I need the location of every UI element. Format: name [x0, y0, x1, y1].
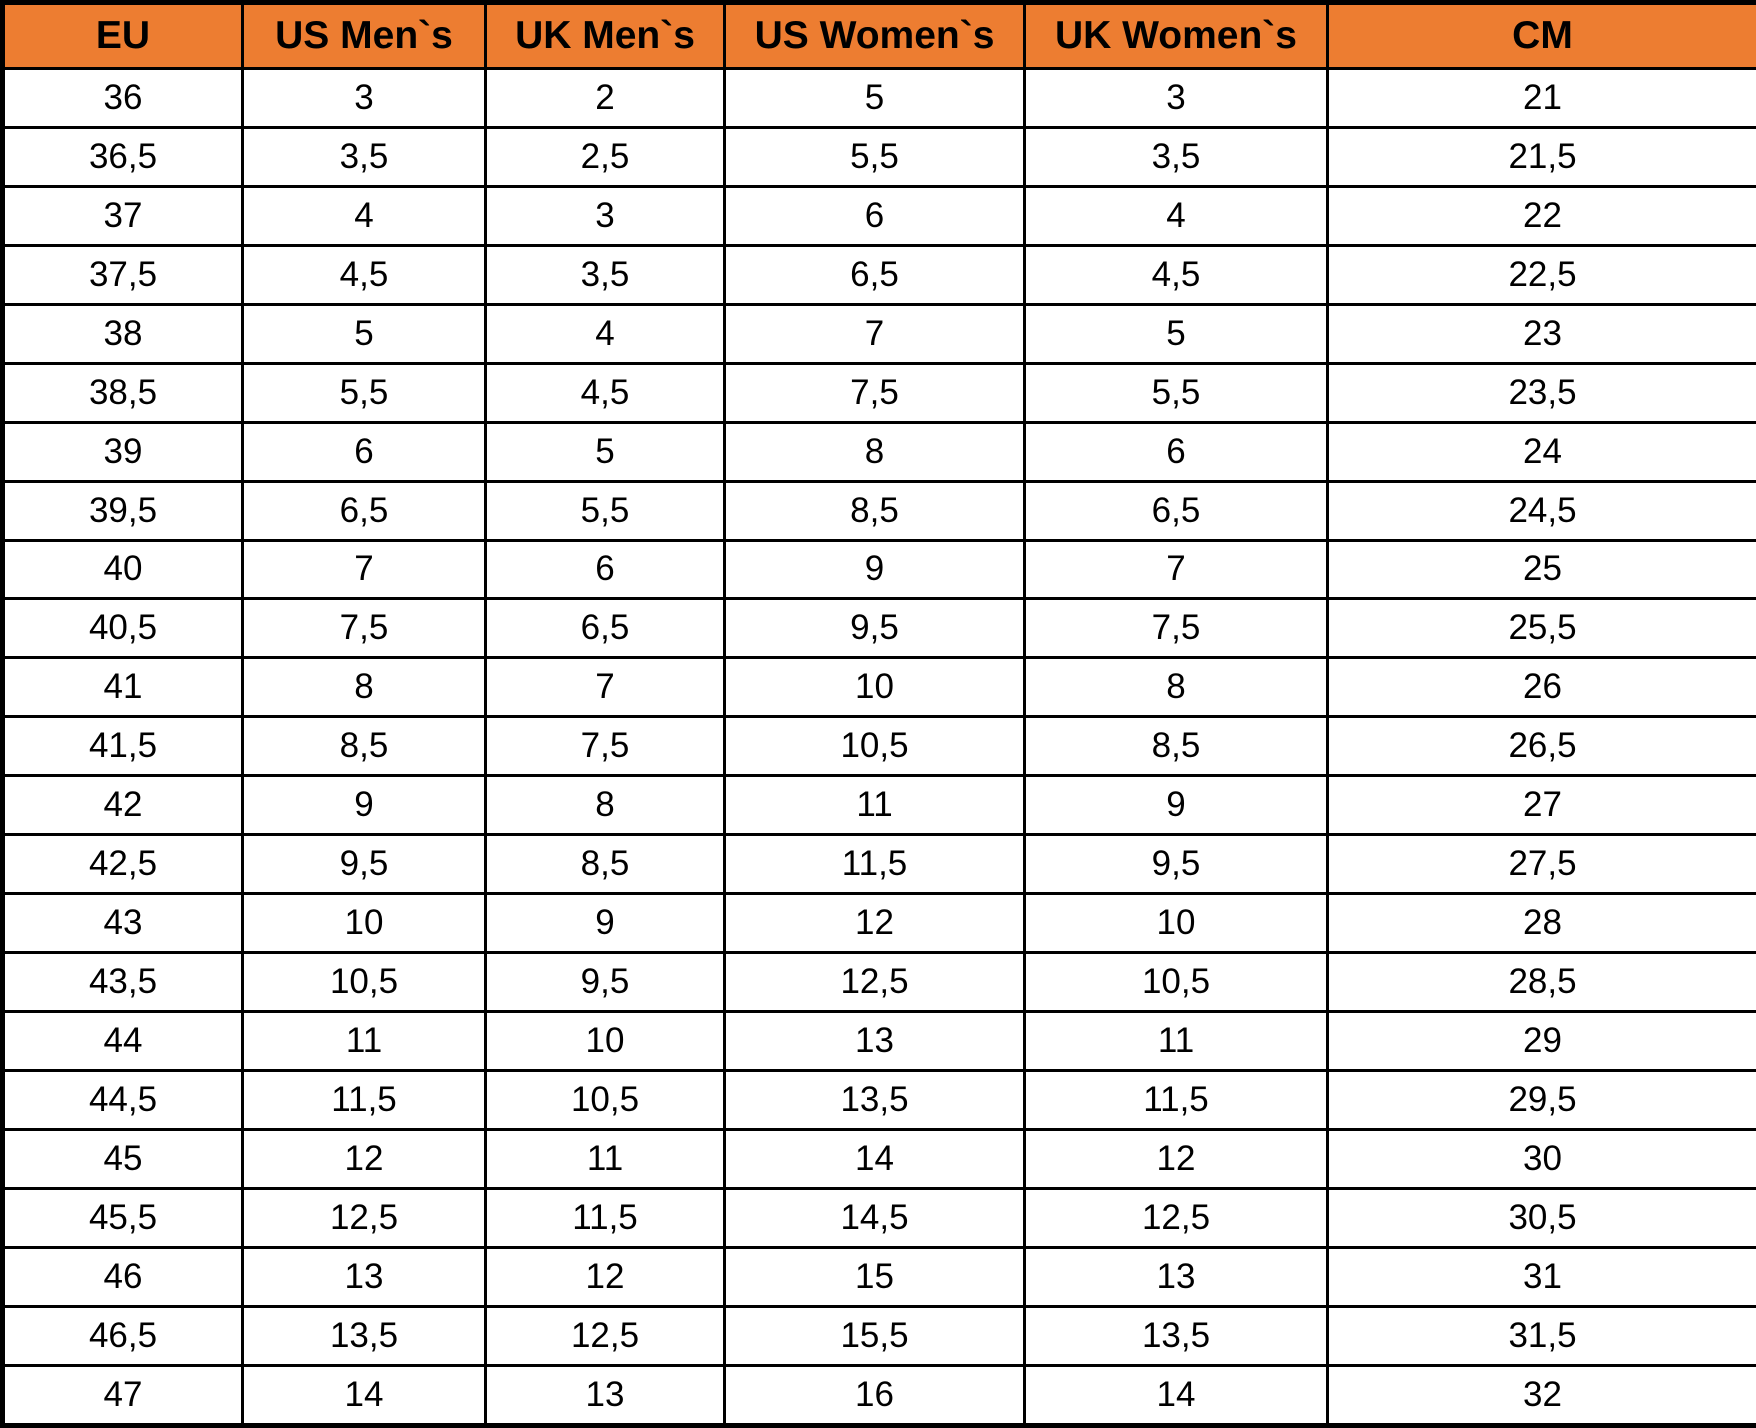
cell-cm: 26,5 [1328, 717, 1756, 776]
table-row [3, 363, 1756, 422]
cell-us-men-s: 13,5 [243, 1306, 486, 1365]
cell-uk-men-s: 6,5 [486, 599, 725, 658]
cell-uk-men-s: 8,5 [486, 835, 725, 894]
column-header-eu: EU [3, 3, 243, 69]
cell-uk-women-s: 4 [1025, 186, 1328, 245]
table-row [3, 1247, 1756, 1306]
cell-us-men-s: 11 [243, 1012, 486, 1071]
cell-uk-women-s: 11,5 [1025, 1070, 1328, 1129]
cell-uk-women-s: 7 [1025, 540, 1328, 599]
table-row [3, 540, 1756, 599]
cell-us-women-s: 13 [725, 1012, 1025, 1071]
cell-us-men-s: 8 [243, 658, 486, 717]
cell-eu: 40 [3, 540, 243, 599]
cell-uk-men-s: 9 [486, 894, 725, 953]
cell-eu: 44,5 [3, 1070, 243, 1129]
table-row [3, 1306, 1756, 1365]
cell-us-men-s: 6,5 [243, 481, 486, 540]
cell-uk-men-s: 13 [486, 1365, 725, 1425]
cell-eu: 39 [3, 422, 243, 481]
cell-eu: 45,5 [3, 1188, 243, 1247]
cell-us-women-s: 14,5 [725, 1188, 1025, 1247]
cell-cm: 25,5 [1328, 599, 1756, 658]
cell-us-men-s: 6 [243, 422, 486, 481]
cell-eu: 46 [3, 1247, 243, 1306]
cell-cm: 32 [1328, 1365, 1756, 1425]
cell-us-men-s: 12 [243, 1129, 486, 1188]
cell-us-men-s: 9 [243, 776, 486, 835]
table-row [3, 186, 1756, 245]
cell-uk-men-s: 5,5 [486, 481, 725, 540]
cell-uk-women-s: 5 [1025, 304, 1328, 363]
column-header-uk-women-s: UK Women`s [1025, 3, 1328, 69]
cell-eu: 46,5 [3, 1306, 243, 1365]
table-row [3, 422, 1756, 481]
cell-uk-men-s: 10,5 [486, 1070, 725, 1129]
cell-cm: 31 [1328, 1247, 1756, 1306]
cell-us-men-s: 7 [243, 540, 486, 599]
column-header-cm: CM [1328, 3, 1756, 69]
cell-uk-women-s: 8,5 [1025, 717, 1328, 776]
cell-uk-women-s: 12 [1025, 1129, 1328, 1188]
cell-cm: 24,5 [1328, 481, 1756, 540]
cell-us-women-s: 10 [725, 658, 1025, 717]
table-row [3, 304, 1756, 363]
cell-us-women-s: 16 [725, 1365, 1025, 1425]
table-row [3, 481, 1756, 540]
cell-eu: 36 [3, 69, 243, 128]
table-header-row [3, 3, 1756, 69]
column-header-uk-men-s: UK Men`s [486, 3, 725, 69]
cell-eu: 41,5 [3, 717, 243, 776]
cell-us-women-s: 11 [725, 776, 1025, 835]
cell-us-men-s: 4,5 [243, 245, 486, 304]
cell-us-women-s: 10,5 [725, 717, 1025, 776]
cell-us-women-s: 5,5 [725, 127, 1025, 186]
cell-uk-women-s: 6,5 [1025, 481, 1328, 540]
cell-uk-women-s: 9,5 [1025, 835, 1328, 894]
cell-us-men-s: 12,5 [243, 1188, 486, 1247]
cell-cm: 29 [1328, 1012, 1756, 1071]
cell-eu: 36,5 [3, 127, 243, 186]
cell-uk-men-s: 2 [486, 69, 725, 128]
cell-uk-men-s: 7,5 [486, 717, 725, 776]
cell-eu: 47 [3, 1365, 243, 1425]
cell-uk-men-s: 6 [486, 540, 725, 599]
cell-uk-men-s: 10 [486, 1012, 725, 1071]
cell-eu: 43,5 [3, 953, 243, 1012]
cell-us-men-s: 9,5 [243, 835, 486, 894]
cell-cm: 23,5 [1328, 363, 1756, 422]
cell-us-women-s: 12 [725, 894, 1025, 953]
cell-uk-men-s: 4 [486, 304, 725, 363]
cell-us-men-s: 13 [243, 1247, 486, 1306]
table-row [3, 599, 1756, 658]
cell-cm: 29,5 [1328, 1070, 1756, 1129]
cell-us-women-s: 6,5 [725, 245, 1025, 304]
cell-cm: 24 [1328, 422, 1756, 481]
cell-uk-women-s: 13,5 [1025, 1306, 1328, 1365]
cell-eu: 44 [3, 1012, 243, 1071]
cell-cm: 28 [1328, 894, 1756, 953]
cell-uk-men-s: 3 [486, 186, 725, 245]
cell-cm: 23 [1328, 304, 1756, 363]
cell-us-women-s: 9,5 [725, 599, 1025, 658]
cell-eu: 40,5 [3, 599, 243, 658]
table-row [3, 127, 1756, 186]
cell-us-men-s: 10,5 [243, 953, 486, 1012]
cell-us-women-s: 11,5 [725, 835, 1025, 894]
cell-us-men-s: 5 [243, 304, 486, 363]
cell-uk-women-s: 4,5 [1025, 245, 1328, 304]
cell-uk-women-s: 10 [1025, 894, 1328, 953]
cell-eu: 41 [3, 658, 243, 717]
table-row [3, 1129, 1756, 1188]
table-row [3, 658, 1756, 717]
cell-us-men-s: 7,5 [243, 599, 486, 658]
cell-cm: 28,5 [1328, 953, 1756, 1012]
cell-us-women-s: 7 [725, 304, 1025, 363]
cell-uk-women-s: 3,5 [1025, 127, 1328, 186]
cell-cm: 30 [1328, 1129, 1756, 1188]
cell-uk-men-s: 5 [486, 422, 725, 481]
table-row [3, 953, 1756, 1012]
cell-uk-women-s: 7,5 [1025, 599, 1328, 658]
cell-us-women-s: 5 [725, 69, 1025, 128]
cell-us-men-s: 4 [243, 186, 486, 245]
cell-cm: 27 [1328, 776, 1756, 835]
table-row [3, 245, 1756, 304]
cell-us-men-s: 8,5 [243, 717, 486, 776]
table-row [3, 717, 1756, 776]
column-header-us-men-s: US Men`s [243, 3, 486, 69]
cell-uk-men-s: 11 [486, 1129, 725, 1188]
cell-uk-women-s: 6 [1025, 422, 1328, 481]
cell-us-women-s: 7,5 [725, 363, 1025, 422]
cell-us-men-s: 3,5 [243, 127, 486, 186]
cell-cm: 26 [1328, 658, 1756, 717]
cell-eu: 45 [3, 1129, 243, 1188]
cell-uk-men-s: 2,5 [486, 127, 725, 186]
table-row [3, 776, 1756, 835]
cell-us-women-s: 9 [725, 540, 1025, 599]
cell-us-women-s: 14 [725, 1129, 1025, 1188]
cell-uk-men-s: 8 [486, 776, 725, 835]
cell-uk-women-s: 10,5 [1025, 953, 1328, 1012]
cell-uk-women-s: 14 [1025, 1365, 1328, 1425]
cell-uk-women-s: 8 [1025, 658, 1328, 717]
cell-eu: 43 [3, 894, 243, 953]
cell-eu: 42 [3, 776, 243, 835]
table-row [3, 835, 1756, 894]
cell-eu: 38,5 [3, 363, 243, 422]
cell-us-men-s: 3 [243, 69, 486, 128]
cell-us-women-s: 15,5 [725, 1306, 1025, 1365]
cell-uk-women-s: 5,5 [1025, 363, 1328, 422]
cell-cm: 22 [1328, 186, 1756, 245]
cell-uk-men-s: 12 [486, 1247, 725, 1306]
table-row [3, 894, 1756, 953]
cell-eu: 38 [3, 304, 243, 363]
cell-uk-women-s: 13 [1025, 1247, 1328, 1306]
table-row [3, 1365, 1756, 1425]
cell-uk-women-s: 11 [1025, 1012, 1328, 1071]
cell-uk-women-s: 9 [1025, 776, 1328, 835]
cell-cm: 25 [1328, 540, 1756, 599]
cell-us-women-s: 6 [725, 186, 1025, 245]
table-body [3, 69, 1756, 1426]
cell-us-women-s: 8 [725, 422, 1025, 481]
cell-us-women-s: 8,5 [725, 481, 1025, 540]
cell-us-men-s: 11,5 [243, 1070, 486, 1129]
cell-uk-men-s: 4,5 [486, 363, 725, 422]
cell-eu: 42,5 [3, 835, 243, 894]
cell-uk-men-s: 3,5 [486, 245, 725, 304]
cell-us-women-s: 15 [725, 1247, 1025, 1306]
table-row [3, 1012, 1756, 1071]
table-row [3, 1188, 1756, 1247]
cell-eu: 37 [3, 186, 243, 245]
table-row [3, 1070, 1756, 1129]
cell-uk-women-s: 12,5 [1025, 1188, 1328, 1247]
cell-cm: 22,5 [1328, 245, 1756, 304]
cell-us-men-s: 10 [243, 894, 486, 953]
table-header [3, 3, 1756, 69]
cell-cm: 31,5 [1328, 1306, 1756, 1365]
cell-uk-men-s: 9,5 [486, 953, 725, 1012]
cell-uk-men-s: 11,5 [486, 1188, 725, 1247]
cell-cm: 21,5 [1328, 127, 1756, 186]
cell-us-women-s: 13,5 [725, 1070, 1025, 1129]
cell-us-men-s: 14 [243, 1365, 486, 1425]
cell-us-women-s: 12,5 [725, 953, 1025, 1012]
column-header-us-women-s: US Women`s [725, 3, 1025, 69]
cell-uk-women-s: 3 [1025, 69, 1328, 128]
cell-uk-men-s: 12,5 [486, 1306, 725, 1365]
cell-eu: 39,5 [3, 481, 243, 540]
cell-uk-men-s: 7 [486, 658, 725, 717]
cell-cm: 30,5 [1328, 1188, 1756, 1247]
cell-eu: 37,5 [3, 245, 243, 304]
cell-cm: 27,5 [1328, 835, 1756, 894]
cell-us-men-s: 5,5 [243, 363, 486, 422]
cell-cm: 21 [1328, 69, 1756, 128]
table-row [3, 69, 1756, 128]
